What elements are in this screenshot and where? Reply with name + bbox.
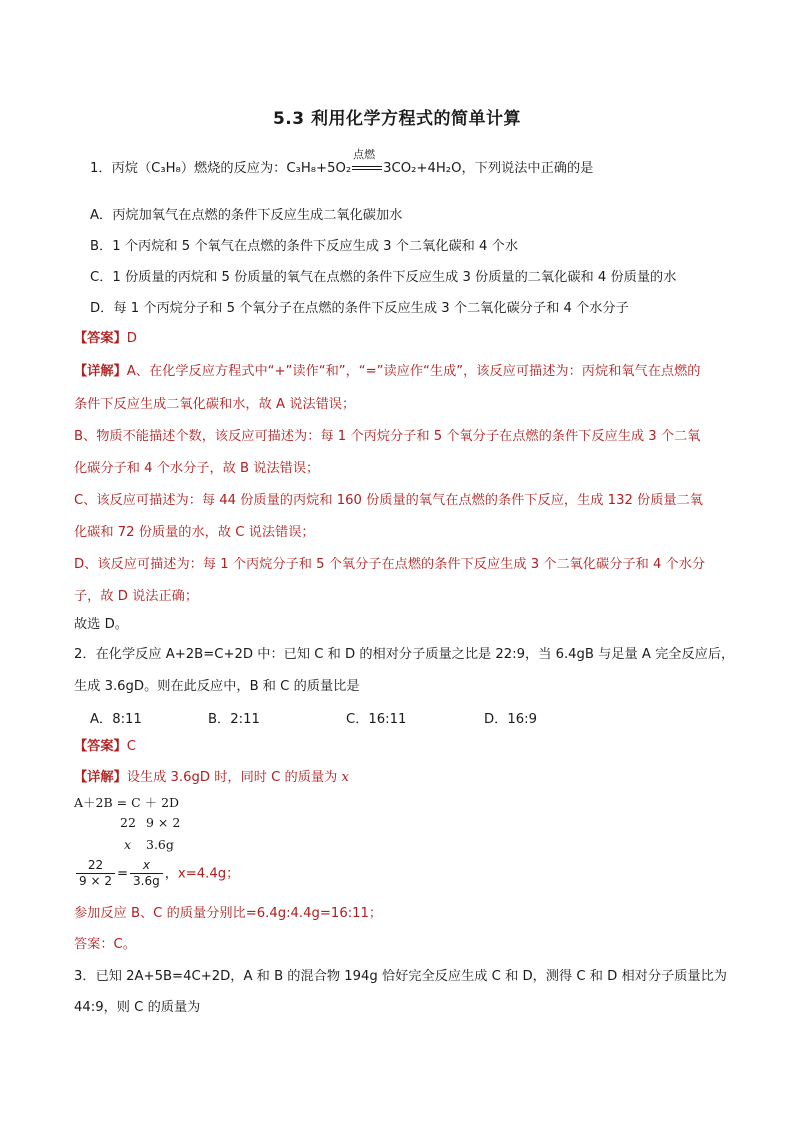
fraction-mass [130,858,163,889]
q1-detail-line-4: 化碳分子和 4 个水分子，故 B 说法错误； [74,461,320,476]
fraction-numerator: x [130,858,163,874]
proportion-equation [74,858,239,892]
q1-option-d: D．每 1 个丙烷分子和 5 个氧分子在点燃的条件下反应生成 3 个二氧化碳分子和 4 个水分子 [90,301,629,316]
calc-result: x=4.4g； [177,866,240,882]
q3-stem-line-1: 3．已知 2A+5B=4C+2D，A 和 B 的混合物 194g 恰好完全反应生成 C 和 D，测得 C 和 D 相对分子质量比为 [74,969,727,984]
condition-label: 点燃 [353,148,376,161]
fraction-numerator: 22 [76,858,115,874]
fraction-denominator: 3.6g [133,874,160,888]
q2-option-c: C．16:11 [346,712,407,727]
detail-text: 设生成 3.6gD 时，同时 C 的质量为 [126,770,342,785]
unknown-mass-c: x [124,837,132,852]
q2-conclusion: 答案：C。 [74,937,136,952]
q1-detail-line-3: B、物质不能描述个数，该反应可描述为：每 1 个丙烷分子和 5 个氧分子在点燃的条件下反应生成 3 个二氧 [74,429,701,444]
known-mass-d: 3.6g [146,837,174,852]
result-separator: ， [164,866,178,882]
q2-mass-ratio: 参加反应 B、C 的质量分别比=6.4g:4.4g=16:11； [74,906,383,921]
reaction-equation: A＋2B = C ＋ 2D [74,795,180,810]
detail-text: A、在化学反应方程式中“+”读作“和”，“=”读应作“生成”，该反应可描述为：丙烷和氧气在点燃的 [126,364,701,379]
q1-detail-line-6: 化碳和 72 份质量的水，故 C 说法错误； [74,525,315,540]
q2-option-a: A．8:11 [90,712,142,727]
q1-option-a: A．丙烷加氧气在点燃的条件下反应生成二氧化碳加水 [90,208,403,223]
q1-detail-line-5: C、该反应可描述为：每 44 份质量的丙烷和 160 份质量的氧气在点燃的条件下反应，生成 132 份质量二氧 [74,493,703,508]
detail-label: 【详解】 [74,770,127,785]
q1-conclusion: 故选 D。 [74,617,128,632]
q2-stem-line-1: 2．在化学反应 A+2B=C+2D 中：已知 C 和 D 的相对分子质量之比是 22:9，当 6.4gB 与足量 A 完全反应后， [74,647,735,662]
answer-label: 【答案】 [74,739,127,754]
q1-option-b: B．1 个丙烷和 5 个氧气在点燃的条件下反应生成 3 个二氧化碳和 4 个水 [90,239,519,254]
fraction-ratio [76,858,115,889]
q2-answer [74,738,136,756]
page-title: 5.3 利用化学方程式的简单计算 [272,109,522,129]
q1-answer [74,330,137,348]
reaction-condition [351,148,383,178]
detail-label: 【详解】 [74,364,127,379]
q1-stem [90,148,594,178]
condition-arrow [352,166,382,170]
ratio-value-d: 9 × 2 [146,815,181,830]
fraction-denominator: 9 × 2 [79,874,112,888]
q1-detail-line-2: 条件下反应生成二氧化碳和水，故 A 说法错误； [74,397,356,412]
q2-option-d: D．16:9 [484,712,537,727]
q2-stem-line-2: 生成 3.6gD。则在此反应中，B 和 C 的质量比是 [74,679,360,694]
q2-option-b: B．2:11 [208,712,260,727]
q2-detail-intro [74,769,349,787]
ratio-value-c: 22 [120,815,136,830]
q1-detail-line-1 [74,363,700,381]
detail-variable: x [341,770,349,785]
q1-stem-pre: 1．丙烷（C₃H₈）燃烧的反应为：C₃H₈+5O₂ [90,161,352,176]
answer-value: D [126,331,137,346]
answer-label: 【答案】 [74,331,127,346]
q1-detail-line-7: D、该反应可描述为：每 1 个丙烷分子和 5 个氧分子在点燃的条件下反应生成 3 个二氧化碳分子和 4 个水分 [74,557,706,572]
q3-stem-line-2: 44:9，则 C 的质量为 [74,1000,201,1015]
q1-stem-post: 3CO₂+4H₂O，下列说法中正确的是 [383,161,594,176]
equals-sign: = [116,866,129,882]
q1-option-c: C．1 份质量的丙烷和 5 份质量的氧气在点燃的条件下反应生成 3 份质量的二氧化碳和 4 份质量的水 [90,270,677,285]
answer-value: C [126,739,136,754]
q1-detail-line-8: 子，故 D 说法正确； [74,589,199,604]
